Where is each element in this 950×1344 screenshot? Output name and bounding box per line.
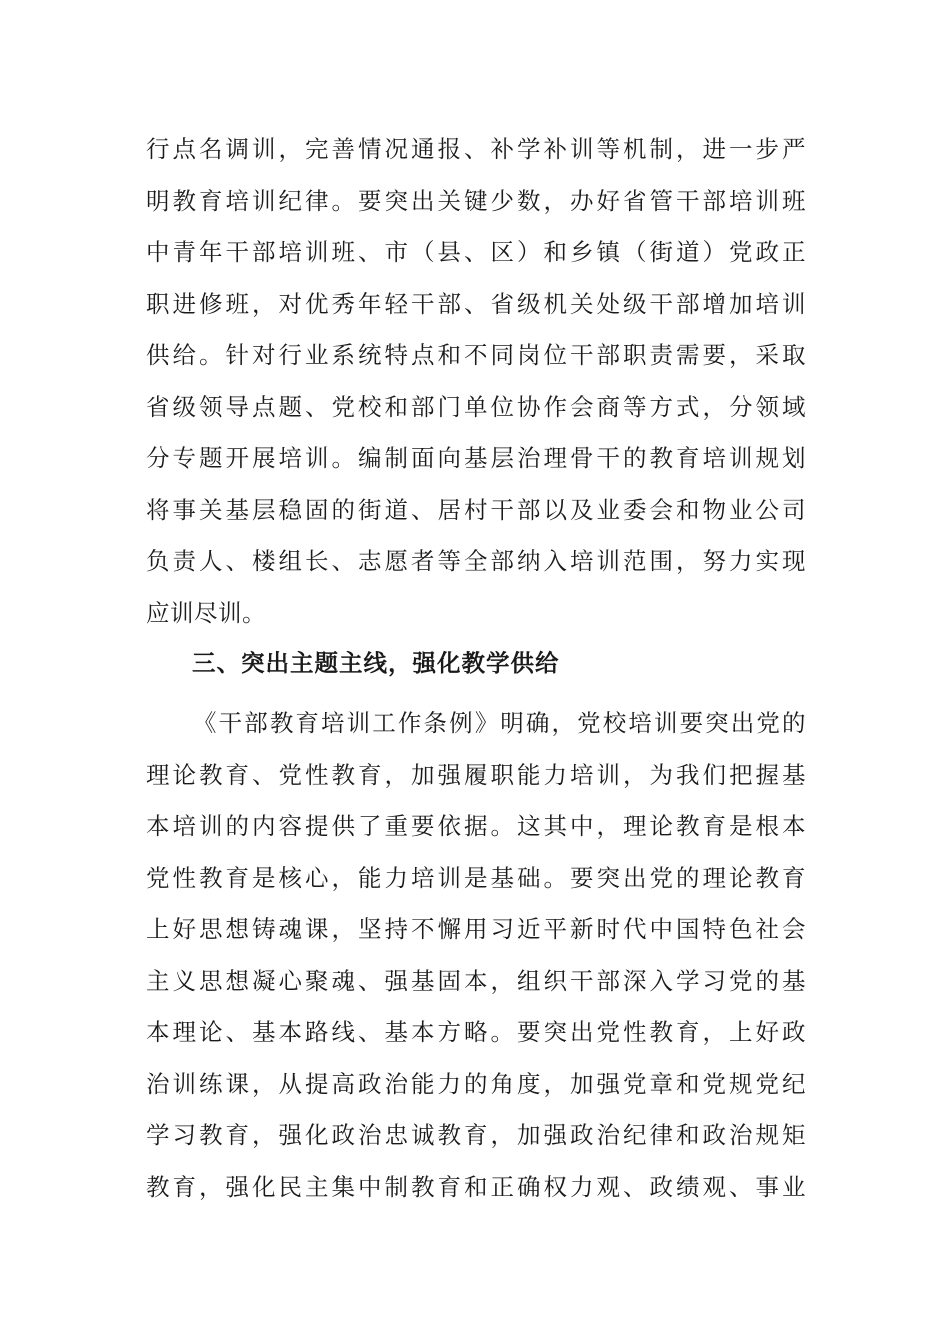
paragraph-1-line: 省级领导点题、党校和部门单位协作会商等方式，分领域 xyxy=(146,392,806,421)
paragraph-2-line: 治训练课，从提高政治能力的角度，加强党章和党规党纪 xyxy=(146,1069,806,1098)
paragraph-2-line: 学习教育，强化政治忠诚教育，加强政治纪律和政治规矩 xyxy=(146,1121,806,1149)
paragraph-2-line: 《干部教育培训工作条例》明确，党校培训要突出党的 xyxy=(193,709,806,737)
section-heading: 三、突出主题主线，强化教学供给 xyxy=(192,649,560,677)
paragraph-1-line: 供给。针对行业系统特点和不同岗位干部职责需要，采取 xyxy=(146,341,806,369)
paragraph-1-line: 中青年干部培训班、市（县、区）和乡镇（街道）党政正 xyxy=(146,238,806,266)
paragraph-1-line: 明教育培训纪律。要突出关键少数，办好省管干部培训班 xyxy=(146,186,806,215)
paragraph-2-line: 教育，强化民主集中制教育和正确权力观、政绩观、事业 xyxy=(146,1172,806,1201)
paragraph-2-line: 上好思想铸魂课，坚持不懈用习近平新时代中国特色社会 xyxy=(146,915,806,943)
paragraph-1-line: 分专题开展培训。编制面向基层治理骨干的教育培训规划 xyxy=(146,444,806,472)
paragraph-1-line: 职进修班，对优秀年轻干部、省级机关处级干部增加培训 xyxy=(146,289,806,318)
paragraph-1-line: 行点名调训，完善情况通报、补学补训等机制，进一步严 xyxy=(146,135,806,163)
paragraph-2-line: 主义思想凝心聚魂、强基固本，组织干部深入学习党的基 xyxy=(146,966,806,995)
paragraph-2 xyxy=(146,698,806,1213)
paragraph-2-line: 党性教育是核心，能力培训是基础。要突出党的理论教育 xyxy=(146,863,806,892)
paragraph-2-line: 本理论、基本路线、基本方略。要突出党性教育，上好政 xyxy=(146,1018,806,1046)
paragraph-1-line: 负责人、楼组长、志愿者等全部纳入培训范围，努力实现 xyxy=(146,547,806,575)
paragraph-1-line: 将事关基层稳固的街道、居村干部以及业委会和物业公司 xyxy=(146,495,806,524)
paragraph-2-line: 本培训的内容提供了重要依据。这其中，理论教育是根本 xyxy=(146,812,806,840)
paragraph-1 xyxy=(146,124,806,639)
paragraph-2-line: 理论教育、党性教育，加强履职能力培训，为我们把握基 xyxy=(146,760,806,789)
paragraph-1-line: 应训尽训。 xyxy=(146,598,266,627)
